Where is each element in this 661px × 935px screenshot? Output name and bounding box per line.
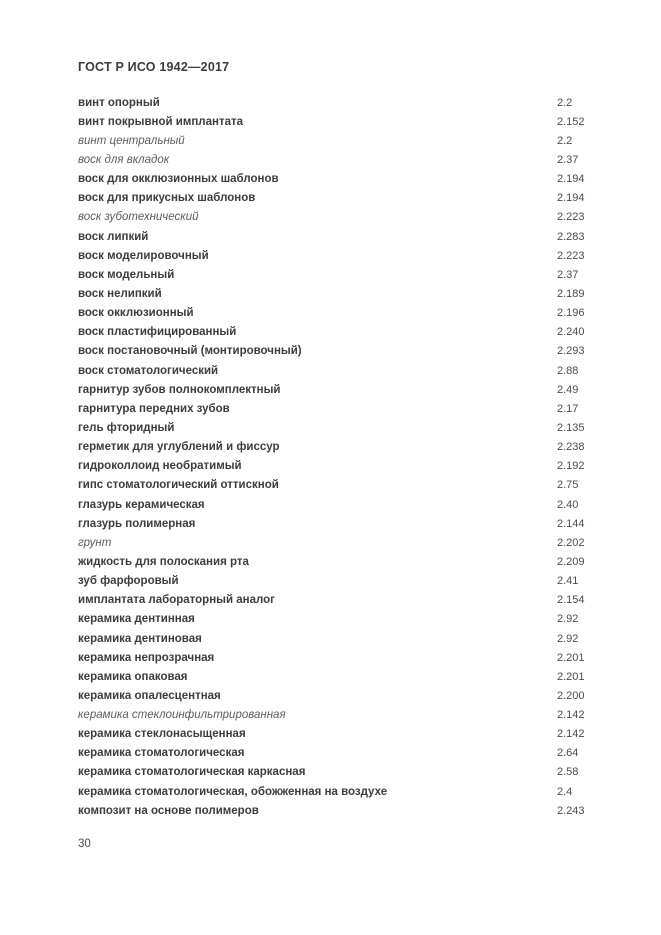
index-section-reference: 2.238 (557, 441, 585, 454)
index-term: воск стоматологический (78, 364, 219, 377)
index-term: воск моделировочный (78, 249, 209, 262)
index-term: воск для прикусных шаблонов (78, 192, 256, 205)
index-term: воск зуботехнический (78, 211, 199, 224)
index-section-reference: 2.152 (557, 115, 585, 128)
index-row (0, 533, 661, 552)
index-term: глазурь керамическая (78, 498, 205, 511)
index-term: керамика стоматологическая каркасная (78, 766, 306, 779)
index-row (0, 801, 661, 820)
index-row (0, 686, 661, 705)
index-term: воск нелипкий (78, 287, 162, 300)
index-term: зуб фарфоровый (78, 575, 179, 588)
index-row (0, 552, 661, 571)
index-row (0, 706, 661, 725)
index-section-reference: 2.223 (557, 211, 585, 224)
index-row (0, 591, 661, 610)
index-row (0, 572, 661, 591)
index-row (0, 495, 661, 514)
index-row (0, 93, 661, 112)
index-term: керамика стеклоинфильтрированная (78, 709, 286, 722)
index-section-reference: 2.200 (557, 689, 585, 702)
index-section-reference: 2.17 (557, 402, 579, 415)
index-section-reference: 2.40 (557, 498, 579, 511)
index-term: керамика дентиновая (78, 632, 202, 645)
index-row (0, 342, 661, 361)
index-term: гарнитур зубов полнокомплектный (78, 383, 281, 396)
index-term: воск для вкладок (78, 153, 170, 166)
index-term: винт опорный (78, 96, 160, 109)
page-number: 30 (78, 838, 91, 850)
index-term: гарнитура передних зубов (78, 402, 230, 415)
index-term: воск липкий (78, 230, 149, 243)
index-term: герметик для углублений и фиссур (78, 441, 280, 454)
index-section-reference: 2.196 (557, 307, 585, 320)
index-row (0, 629, 661, 648)
index-section-reference: 2.243 (557, 804, 585, 817)
index-term: воск постановочный (монтировочный) (78, 345, 302, 358)
index-row (0, 725, 661, 744)
index-row (0, 131, 661, 150)
index-row (0, 265, 661, 284)
index-row (0, 112, 661, 131)
index-row (0, 457, 661, 476)
index-row (0, 476, 661, 495)
index-section-reference: 2.41 (557, 575, 579, 588)
index-section-reference: 2.37 (557, 153, 579, 166)
index-term: керамика стоматологическая, обожженная на воздухе (78, 785, 388, 798)
index-term: керамика дентинная (78, 613, 195, 626)
index-term: винт покрывной имплантата (78, 115, 244, 128)
index-section-reference: 2.194 (557, 192, 585, 205)
index-section-reference: 2.88 (557, 364, 579, 377)
index-row (0, 208, 661, 227)
index-row (0, 323, 661, 342)
index-section-reference: 2.192 (557, 460, 585, 473)
index-term: воск окклюзионный (78, 307, 194, 320)
index-section-reference: 2.209 (557, 555, 585, 568)
index-section-reference: 2.58 (557, 766, 579, 779)
index-row (0, 170, 661, 189)
index-section-reference: 2.283 (557, 230, 585, 243)
index-row (0, 361, 661, 380)
index-term: гидроколлоид необратимый (78, 460, 242, 473)
index-section-reference: 2.92 (557, 613, 579, 626)
index-term: гипс стоматологический оттискной (78, 479, 279, 492)
index-section-reference: 2.64 (557, 747, 579, 760)
index-row (0, 610, 661, 629)
index-section-reference: 2.201 (557, 651, 585, 664)
index-row (0, 418, 661, 437)
index-row (0, 438, 661, 457)
index-row (0, 284, 661, 303)
index-term: грунт (78, 536, 112, 549)
index-term: керамика опаковая (78, 670, 188, 683)
index-section-reference: 2.144 (557, 517, 585, 530)
index-term: керамика непрозрачная (78, 651, 215, 664)
index-row (0, 648, 661, 667)
index-term: керамика стеклонасыщенная (78, 728, 246, 741)
index-section-reference: 2.37 (557, 268, 579, 281)
index-section-reference: 2.201 (557, 670, 585, 683)
index-section-reference: 2.293 (557, 345, 585, 358)
index-row (0, 514, 661, 533)
index-section-reference: 2.75 (557, 479, 579, 492)
index-section-reference: 2.2 (557, 96, 573, 109)
index-term: композит на основе полимеров (78, 804, 259, 817)
index-row (0, 227, 661, 246)
index-row (0, 189, 661, 208)
index-section-reference: 2.202 (557, 536, 585, 549)
index-section-reference: 2.223 (557, 249, 585, 262)
index-term: глазурь полимерная (78, 517, 196, 530)
index-term: керамика стоматологическая (78, 747, 245, 760)
index-row (0, 150, 661, 169)
index-section-reference: 2.142 (557, 709, 585, 722)
index-section-reference: 2.92 (557, 632, 579, 645)
index-row (0, 304, 661, 323)
index-term: воск модельный (78, 268, 175, 281)
index-section-reference: 2.154 (557, 594, 585, 607)
index-term: воск пластифицированный (78, 326, 237, 339)
index-section-reference: 2.189 (557, 287, 585, 300)
index-row (0, 399, 661, 418)
index-section-reference: 2.194 (557, 173, 585, 186)
index-term: имплантата лабораторный аналог (78, 594, 275, 607)
index-section-reference: 2.135 (557, 421, 585, 434)
document-header: ГОСТ Р ИСО 1942—2017 (78, 60, 230, 74)
index-term: гель фторидный (78, 421, 175, 434)
index-row (0, 667, 661, 686)
index-row (0, 782, 661, 801)
index-section-reference: 2.142 (557, 728, 585, 741)
index-row (0, 744, 661, 763)
index-term: жидкость для полоскания рта (78, 555, 249, 568)
index-row (0, 763, 661, 782)
index-row (0, 380, 661, 399)
index-section-reference: 2.4 (557, 785, 573, 798)
index-section-reference: 2.240 (557, 326, 585, 339)
index-row (0, 246, 661, 265)
index-term: воск для окклюзионных шаблонов (78, 173, 279, 186)
index-term: керамика опалесцентная (78, 689, 221, 702)
index-section-reference: 2.2 (557, 134, 573, 147)
index-section-reference: 2.49 (557, 383, 579, 396)
terminology-index-list (0, 93, 661, 820)
index-term: винт центральный (78, 134, 185, 147)
